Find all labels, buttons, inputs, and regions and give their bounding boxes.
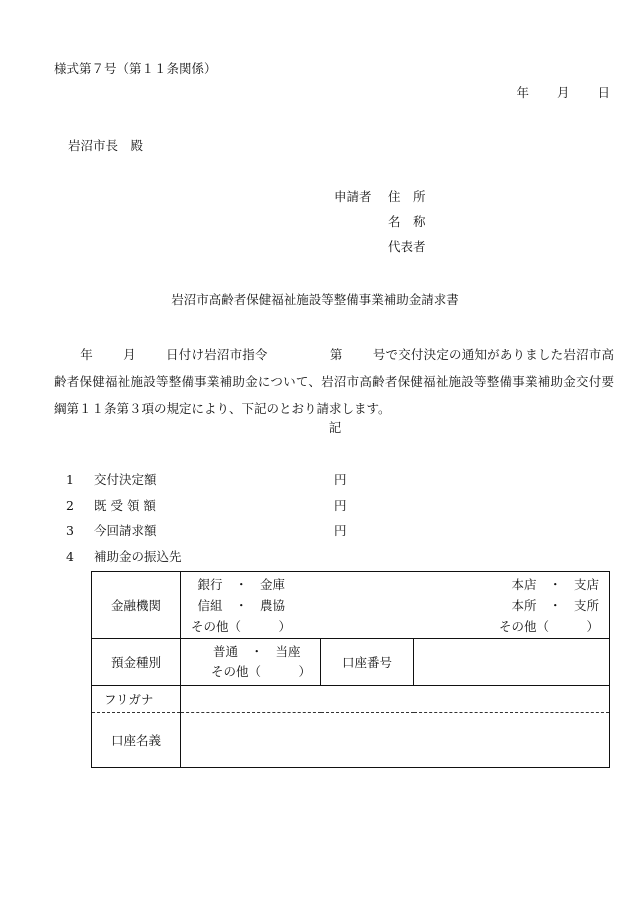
- ki-heading: 記: [328, 420, 342, 435]
- item-row: 4 補助金の振込先: [66, 549, 182, 564]
- applicant-address-label: 住 所: [388, 189, 426, 204]
- deposit-type-cell[interactable]: 普通 ・ 当座 その他（ ）: [181, 639, 321, 686]
- account-number-label: 口座番号: [321, 639, 414, 686]
- item-row: 1 交付決定額 円: [66, 472, 347, 487]
- applicant-representative-label: 代表者: [388, 239, 426, 254]
- date-year: 年: [516, 85, 529, 100]
- date-line: [516, 83, 610, 101]
- applicant-name-row: [334, 212, 426, 230]
- body-year: 年: [80, 347, 93, 362]
- body-text: [54, 341, 614, 422]
- form-number: 様式第７号（第１１条関係）: [54, 61, 217, 76]
- furigana-field[interactable]: [181, 686, 610, 713]
- applicant-representative-row: [334, 237, 426, 255]
- bank-transfer-table: [91, 571, 610, 768]
- account-name-field[interactable]: [181, 713, 610, 768]
- deposit-type-label: 預金種別: [92, 639, 181, 686]
- applicant-address-row: [334, 187, 426, 205]
- account-name-label: 口座名義: [92, 713, 181, 768]
- applicant-name-label: 名 称: [388, 214, 426, 229]
- body-day-ref: 日付け岩沼市指令: [165, 347, 268, 362]
- applicant-label: 申請者: [334, 189, 372, 204]
- account-number-field[interactable]: [414, 639, 610, 686]
- furigana-label: フリガナ: [92, 686, 181, 713]
- item-row: 2 既 受 領 額 円: [66, 498, 347, 513]
- body-rest: 号で交付決定の通知がありました岩沼市高齢者保健福祉施設等整備事業補助金について、岩沼市高齢者保健福祉施設等整備事業補助金交付要綱第１１条第３項の規定により、下記のとおり請求します。: [54, 347, 614, 416]
- addressee: 岩沼市長 殿: [68, 138, 144, 153]
- item-row: 3 今回請求額 円: [66, 523, 347, 538]
- date-day: 日: [597, 85, 610, 100]
- financial-institution-cell[interactable]: 銀行 ・ 金庫 本店 ・ 支店 信組 ・ 農協 本所 ・ 支所 その他（ ） その他（ ）: [181, 572, 610, 639]
- date-month: 月: [556, 85, 570, 100]
- financial-institution-label: 金融機関: [92, 572, 181, 639]
- body-dai: 第: [329, 347, 343, 362]
- body-month: 月: [122, 347, 136, 362]
- document-title: 岩沼市高齢者保健福祉施設等整備事業補助金請求書: [171, 292, 459, 307]
